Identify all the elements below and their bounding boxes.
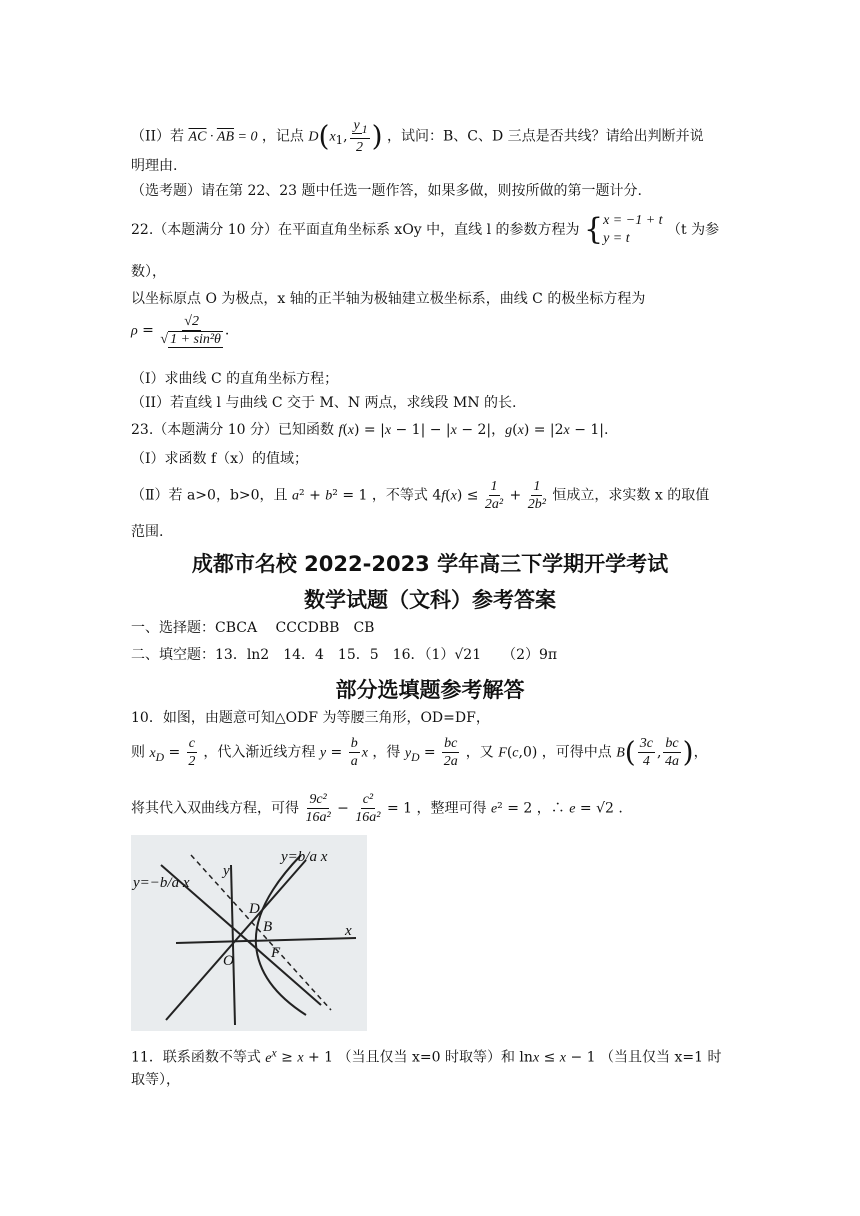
- q11-line2: 取等），: [131, 1072, 180, 1088]
- hyperbola-diagram: [131, 835, 367, 1031]
- q21-part2-cont: 明理由.: [131, 158, 178, 174]
- q22-polar: 以坐标原点 O 为极点，x 轴的正半轴为极轴建立极坐标系，曲线 C 的极坐标方程为: [131, 291, 646, 307]
- label-y: y: [223, 863, 230, 879]
- q22-intro: 22.（本题满分 10 分）在平面直角坐标系 xOy 中，直线 l 的参数方程为 { x = −1 + t y = t （t 为参: [131, 212, 720, 247]
- q21-part2-line: （II）若 $\overline{AC} \cdot \overline{AB} = 0$ ，记点 $D(x_1$, $\frac{y _1}{2}$ ) ，试问：B、C、D 三点是否共线？请给出判断并说: [131, 118, 704, 155]
- q22-rho-formula: ρ = $\frac{√2}{\text{√ 1 + sin²θ}}$ .: [131, 314, 230, 347]
- q10-line2: 则 $x_D$ = $\frac{c}{2}$ ，代入渐近线方程 y = $\frac{b}{a}$ x ，得 $y_D$ = $\frac{bc}{2a}$ ，又 F(c,0) ，可得中点 B( $\frac{3c}{4}$ , $\frac{bc}{4a}$ )，: [131, 735, 708, 769]
- q11-line1: 11．联系函数不等式 $e^x \ge x + 1$ （当且仅当 x=0 时取等）和 lnx ≤ x − 1 （当且仅当 x=1 时: [131, 1046, 722, 1066]
- q21-part2-text: （II）若: [131, 128, 185, 145]
- dashed-line: [191, 855, 331, 1010]
- q22-part2: （II）若直线 l 与曲线 C 交于 M、N 两点，求线段 MN 的长.: [131, 395, 517, 411]
- label-B: B: [263, 919, 273, 935]
- label-F: F: [271, 945, 281, 961]
- choice-answers: 一、选择题：CBCA CCCDBB CB: [131, 620, 375, 636]
- q23-part2-cont: 范围.: [131, 524, 164, 540]
- label-right-asymptote: y=b/a x: [281, 849, 328, 865]
- q22-intro-cont: 数），: [131, 264, 166, 280]
- answer-title-1: 成都市名校 2022-2023 学年高三下学期开学考试: [191, 552, 669, 576]
- answer-title-2: 数学试题（文科）参考答案: [304, 588, 556, 612]
- q23-intro: 23.（本题满分 10 分）已知函数 f(x) = |x − 1| − |x − 2|，g(x) = |2x − 1|.: [131, 422, 609, 438]
- q10-line1: 10．如图，由题意可知△ODF 为等腰三角形，OD=DF，: [131, 710, 490, 726]
- hyperbola-figure: [131, 835, 367, 1031]
- label-D: D: [249, 901, 260, 917]
- q23-part1: （I）求函数 f（x）的值域；: [131, 451, 309, 467]
- label-x: x: [345, 923, 352, 939]
- label-O: O: [223, 953, 234, 969]
- fill-answers: 二、填空题：13．ln2 14．4 15．5 16．（1）√21 （2）9π: [131, 647, 558, 663]
- vector-ac: $\overline{AC}$: [188, 129, 207, 145]
- elective-note: （选考题）请在第 22、23 题中任选一题作答，如果多做，则按所做的第一题计分.: [131, 183, 642, 199]
- hyperbola-branch: [256, 855, 306, 1015]
- vector-ab: $\overline{AB}$: [216, 129, 235, 145]
- partial-solutions-title: 部分选填题参考解答: [335, 678, 525, 702]
- q22-part1: （I）求曲线 C 的直角坐标方程；: [131, 371, 339, 387]
- label-left-asymptote: y=−b/a x: [133, 875, 190, 891]
- q10-line3: 将其代入双曲线方程，可得 $\frac{\text{9c²}}{\text{16a²}}$ − $\frac{\text{c²}}{\text{16a²}}$ = 1 ，整理可得 e² = 2 ，∴ e = √2 .: [131, 792, 623, 825]
- q23-part2: （Ⅱ）若 a>0，b>0，且 a² + b² = 1 ，不等式 4f(x) ≤ $\frac{1}{\text{2a²}}$ + $\frac{1}{\text{2b²}}$ 恒成立，求实数 x 的取值: [131, 479, 710, 512]
